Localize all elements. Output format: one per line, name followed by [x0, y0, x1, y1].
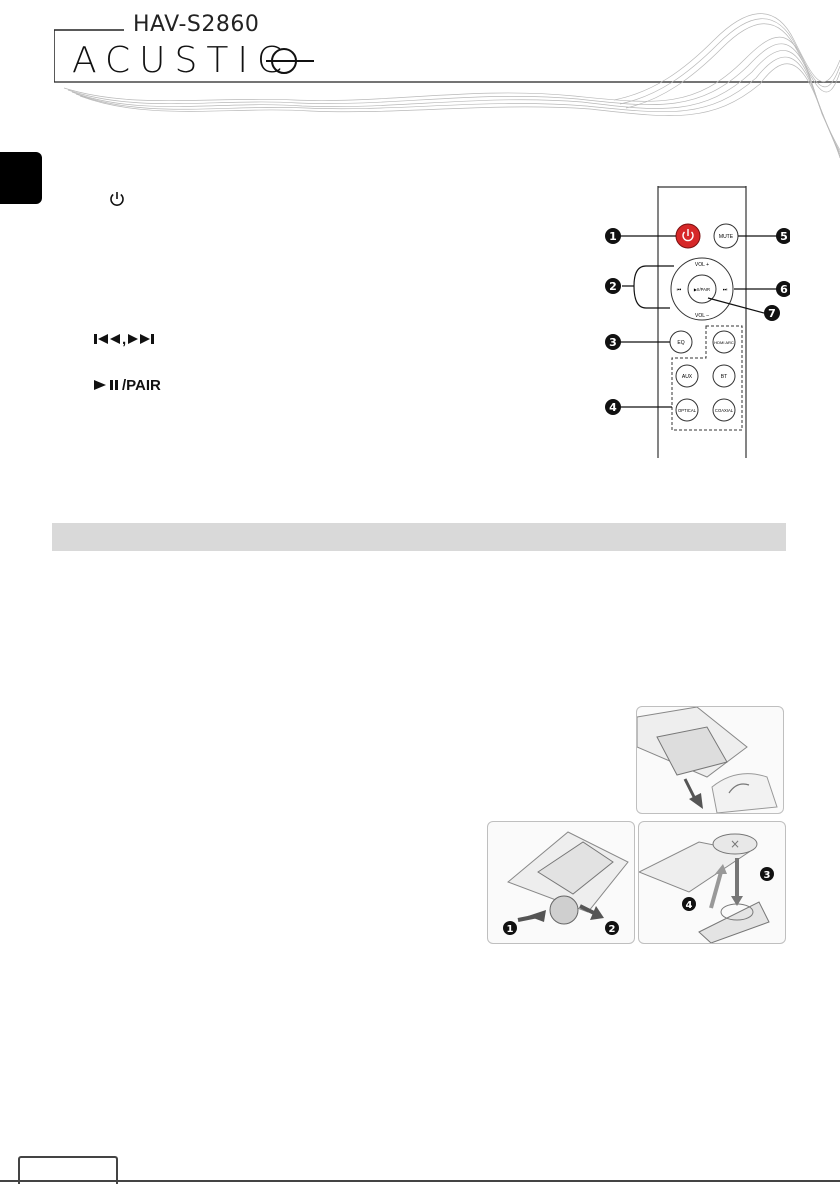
- remote-eq-text: EQ: [677, 340, 685, 346]
- remote-vol-plus-text: VOL +: [694, 262, 710, 268]
- callout-4: 4: [609, 401, 617, 414]
- remote-coaxial-text: COAXIAL: [714, 408, 734, 413]
- remote-bt-text: BT: [720, 374, 728, 380]
- replace-battery-illustration: [639, 822, 785, 943]
- section-tab: [0, 152, 42, 204]
- remote-mute-text: MUTE: [718, 234, 734, 240]
- previous-icon: [94, 333, 122, 345]
- brand-logo-icon: [262, 46, 318, 76]
- step-callout-3: 3: [763, 870, 771, 881]
- remote-diagram: [594, 186, 790, 458]
- release-tray-illustration: [488, 822, 634, 943]
- remote-aux-text: AUX: [681, 374, 693, 380]
- remote-play-pair-text: ▶II/PAIR: [693, 287, 711, 292]
- remote-optical-text: OPTICAL: [678, 408, 696, 413]
- open-cover-illustration: [637, 707, 783, 813]
- callout-6: 6: [780, 283, 788, 296]
- step-callout-1: 1: [506, 924, 514, 935]
- remote-hdmi-arc-text: HDMI ARC: [714, 340, 734, 345]
- callout-2: 2: [609, 280, 617, 293]
- remote-vol-minus-text: VOL –: [695, 313, 709, 319]
- play-pause-icon: [92, 379, 122, 391]
- svg-text:⏮: ⏮: [676, 287, 682, 293]
- figure-replace-battery: [638, 821, 786, 944]
- svg-text:×: ×: [729, 837, 741, 851]
- figure-open-cover: [636, 706, 784, 814]
- power-icon: [108, 190, 126, 208]
- figure-release-tray: [487, 821, 635, 944]
- play-pair-text: /PAIR: [122, 376, 161, 394]
- callout-1: 1: [609, 230, 617, 243]
- skip-separator: ,: [122, 330, 127, 348]
- callout-5: 5: [780, 230, 788, 243]
- skip-label: [94, 331, 156, 347]
- callout-3: 3: [609, 336, 617, 349]
- play-pair-label: [92, 376, 161, 394]
- footer-rule: [0, 1180, 840, 1182]
- brand-name: ACUSTIC: [72, 40, 292, 81]
- next-icon: [126, 333, 156, 345]
- step-callout-4: 4: [685, 900, 693, 911]
- model-name: HAV-S2860: [133, 12, 260, 37]
- svg-text:⏭: ⏭: [722, 287, 728, 293]
- section-heading-bar: [52, 523, 786, 551]
- callout-7: 7: [768, 307, 776, 320]
- step-callout-2: 2: [608, 924, 616, 935]
